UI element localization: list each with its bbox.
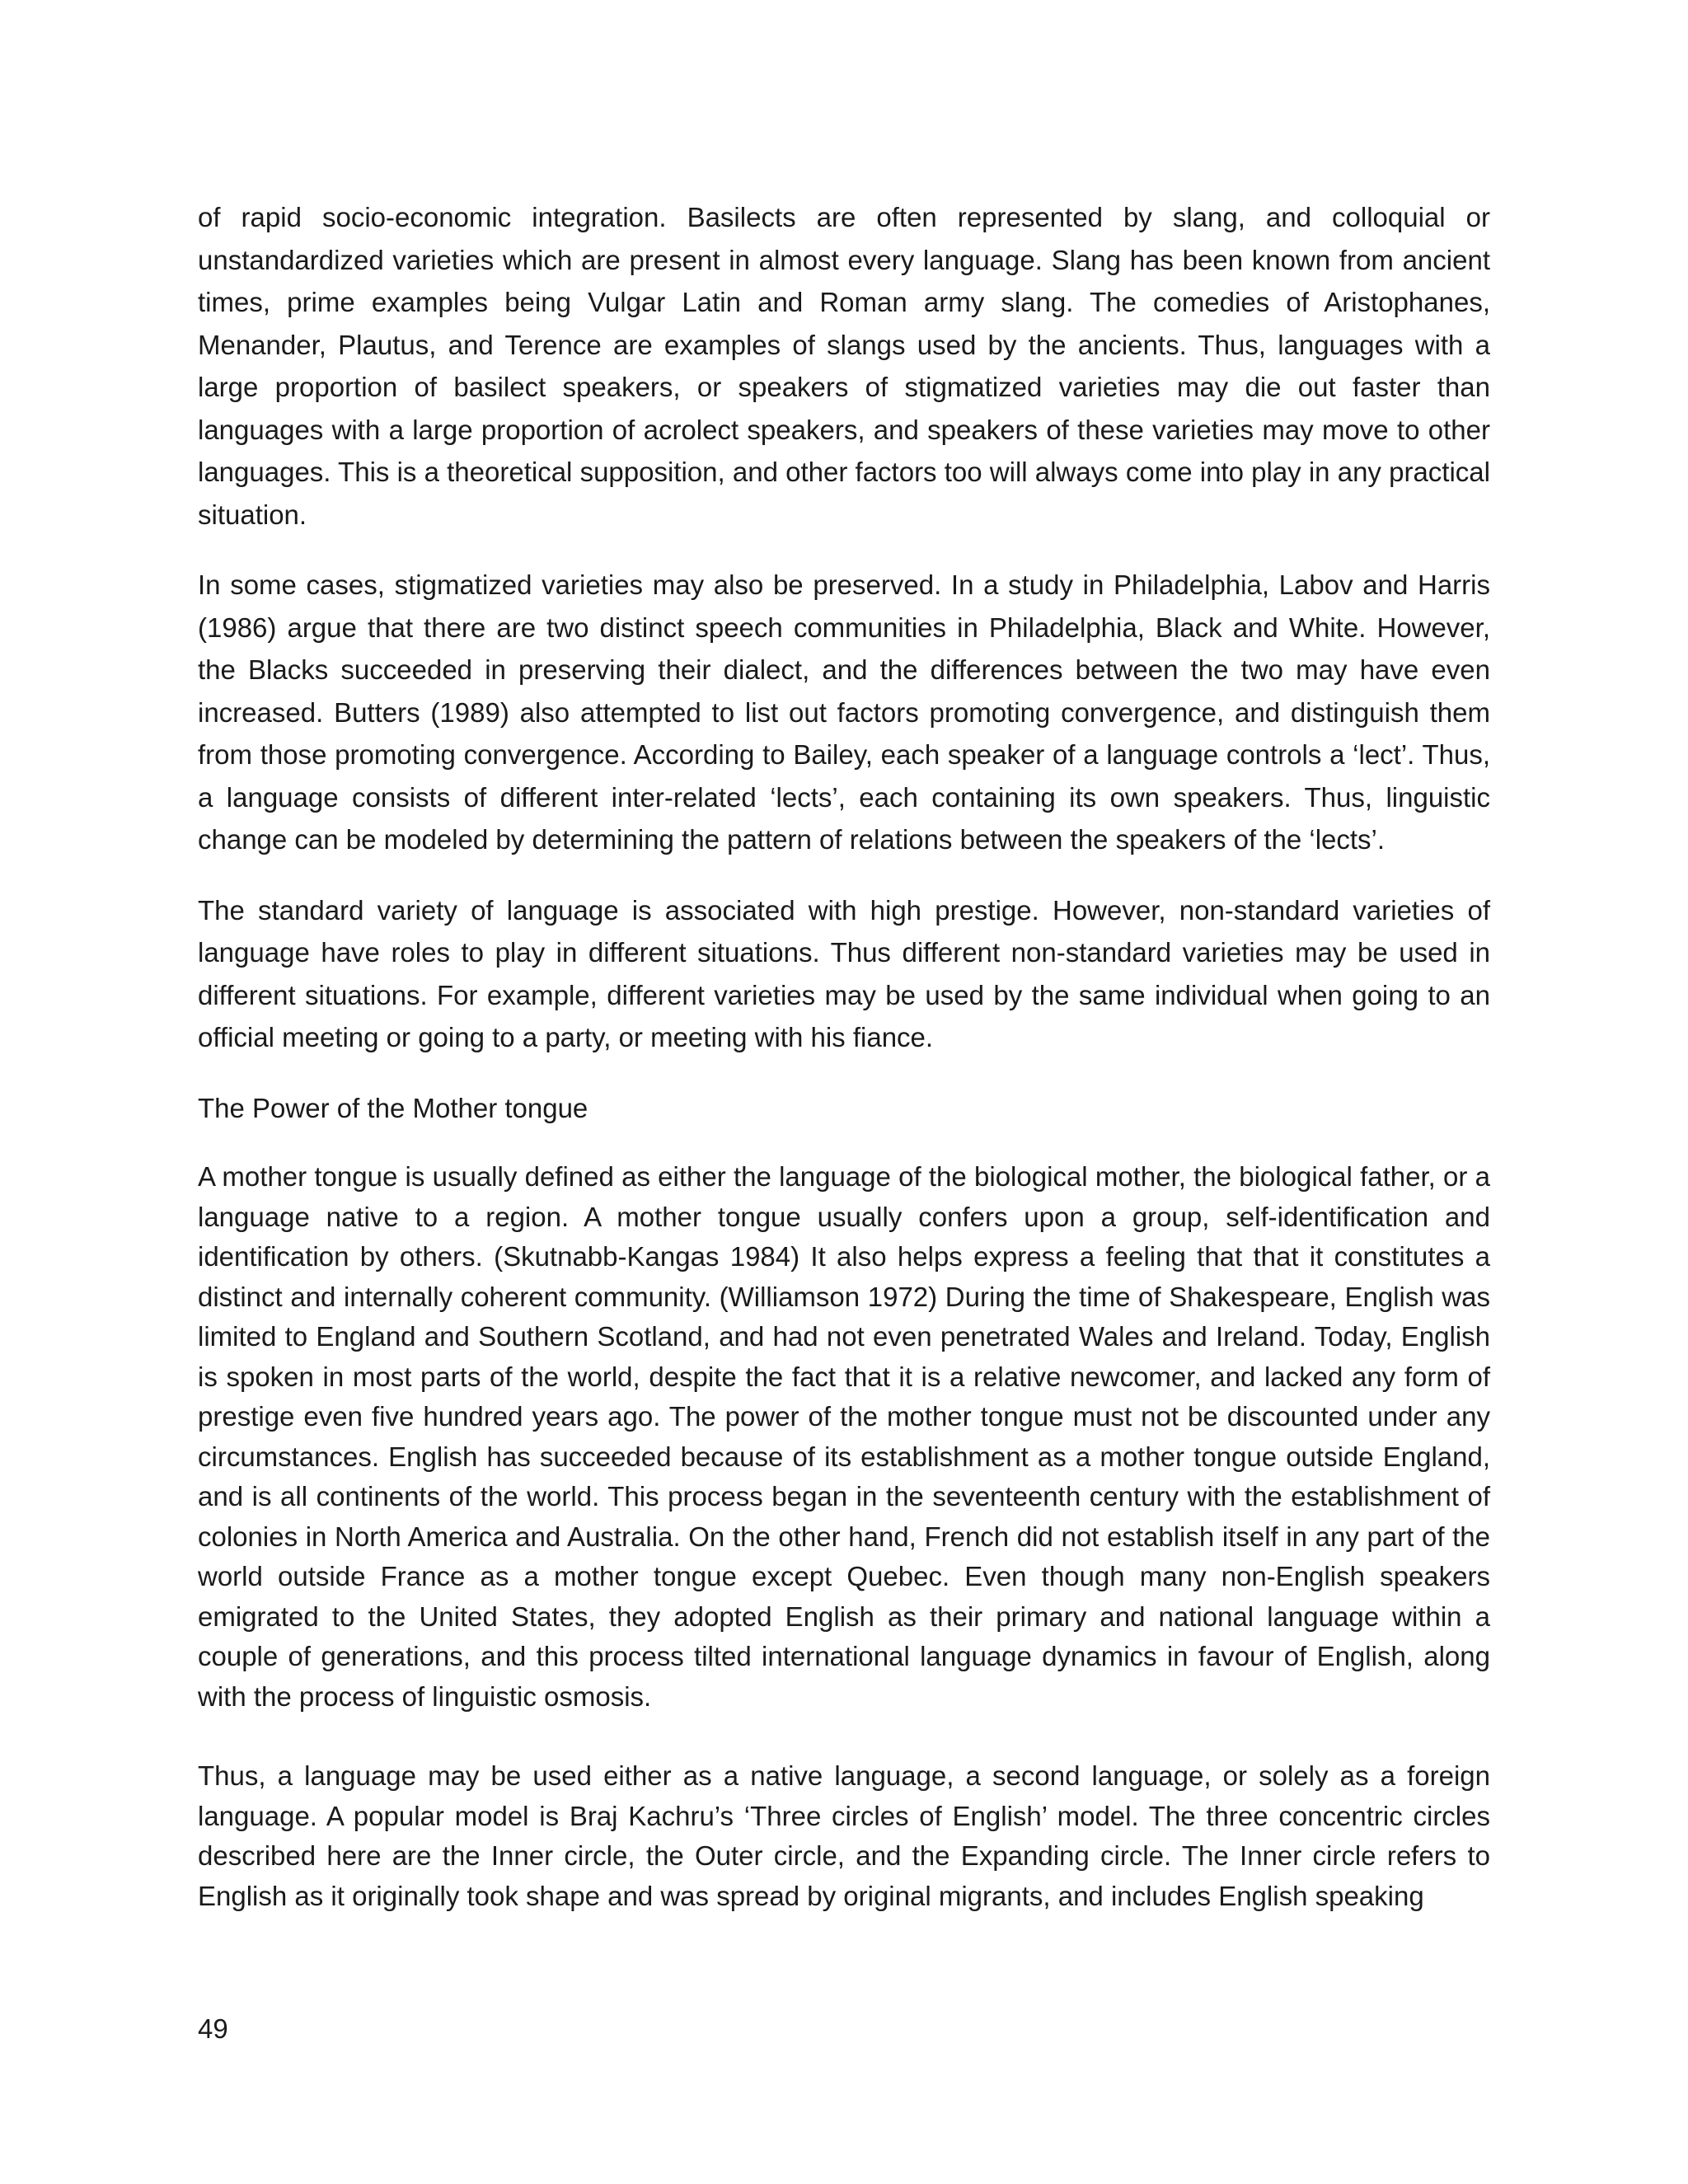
body-text	[198, 196, 1490, 1944]
page-number: 49	[198, 2013, 228, 2044]
paragraph-mother-tongue: A mother tongue is usually defined as either the language of the biological mother, the biological father, or a language native to a region. A mother tongue usually confers upon a group, self-identification and identification by others. (Skutnabb-Kangas 1984) It also helps express a feeling that that it constitutes a distinct and internally coherent community. (Williamson 1972) During the time of Shakespeare, English was limited to England and Southern Scotland, and had not even penetrated Wales and Ireland. Today, English is spoken in most parts of the world, despite the fact that it is a relative newcomer, and lacked any form of prestige even five hundred years ago. The power of the mother tongue must not be discounted under any circumstances. English has succeeded because of its establishment as a mother tongue outside England, and is all continents of the world. This process began in the seventeenth century with the establishment of colonies in North America and Australia. On the other hand, French did not establish itself in any part of the world outside France as a mother tongue except Quebec. Even though many non-English speakers emigrated to the United States, they adopted English as their primary and national language within a couple of generations, and this process tilted international language dynamics in favour of English, along with the process of linguistic osmosis.	[198, 1161, 1490, 1712]
paragraph-standard-variety: The standard variety of language is associated with high prestige. However, non-standard varieties of language have roles to play in different situations. Thus different non-standard varieties may be used in different situations. For example, different varieties may be used by the same individual when going to an official meeting or going to a party, or meeting with his fiance.	[198, 894, 1490, 1052]
paragraph-basilects: of rapid socio-economic integration. Basilects are often represented by slang, and colloquial or unstandardized varieties which are present in almost every language. Slang has been known from ancient times, prime examples being Vulgar Latin and Roman army slang. The comedies of Aristophanes, Menander, Plautus, and Terence are examples of slangs used by the ancients. Thus, languages with a large proportion of basilect speakers, or speakers of stigmatized varieties may die out faster than languages with a large proportion of acrolect speakers, and speakers of these varieties may move to other languages. This is a theoretical supposition, and other factors too will always come into play in any practical situation.	[198, 202, 1490, 530]
paragraph-stigmatized-varieties: In some cases, stigmatized varieties may also be preserved. In a study in Philadelphia, Labov and Harris (1986) argue that there are two distinct speech communities in Philadelphia, Black and White. However, the Blacks succeeded in preserving their dialect, and the differences between the two may have even increased. Butters (1989) also attempted to list out factors promoting convergence, and distinguish them from those promoting convergence. According to Bailey, each speaker of a language controls a ‘lect’. Thus, a language consists of different inter-related ‘lects’, each containing its own speakers. Thus, linguistic change can be modeled by determining the pattern of relations between the speakers of the ‘lects’.	[198, 569, 1490, 855]
section-heading: The Power of the Mother tongue	[198, 1092, 588, 1123]
paragraph-three-circles: Thus, a language may be used either as a native language, a second language, or solely as a foreign language. A popular model is Braj Kachru’s ‘Three circles of English’ model. The three concentric circles described here are the Inner circle, the Outer circle, and the Expanding circle. The Inner circle refers to English as it originally took shape and was spread by original migrants, and includes English speaking	[198, 1760, 1490, 1911]
